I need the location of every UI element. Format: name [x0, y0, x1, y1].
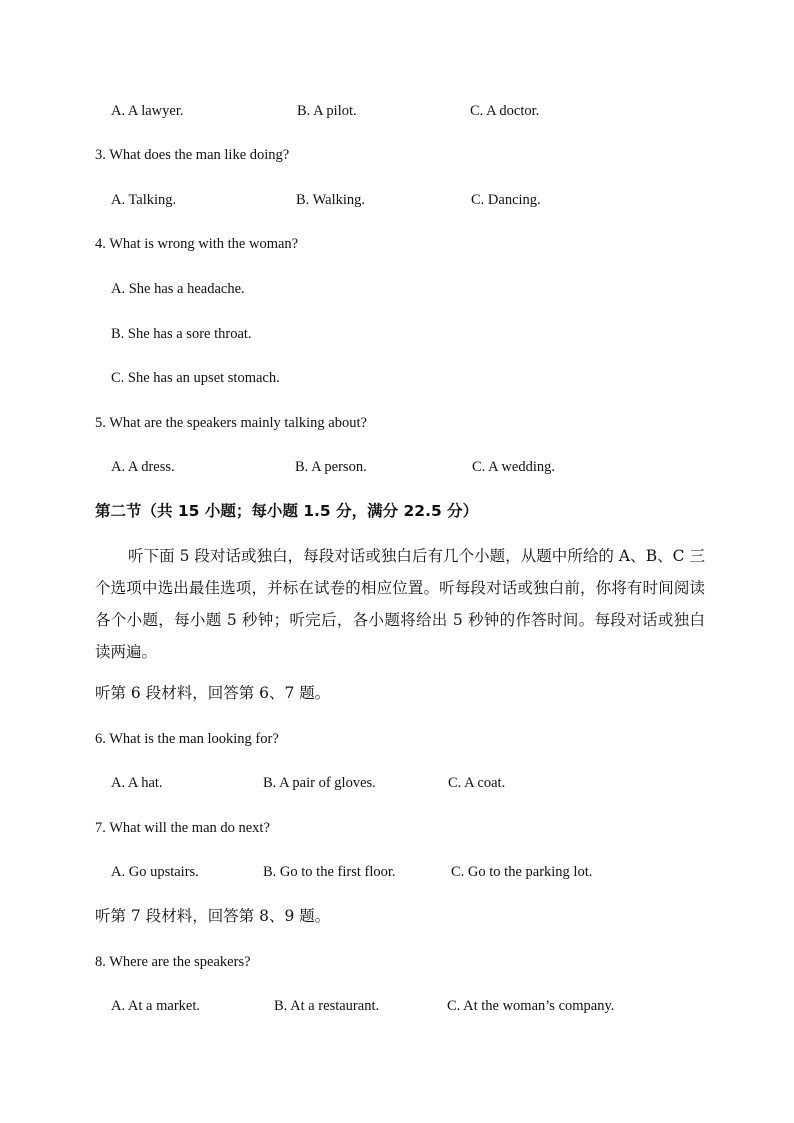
- q5-option-a: A. A dress.: [111, 459, 175, 475]
- q4-stem: 4. What is wrong with the woman?: [95, 236, 299, 252]
- q8-stem: 8. Where are the speakers?: [95, 954, 251, 970]
- q2-option-c: C. A doctor.: [470, 103, 540, 119]
- q8-option-c: C. At the woman’s company.: [447, 998, 615, 1014]
- material-7-label: 听第 7 段材料，回答第 8、9 题。: [95, 907, 331, 925]
- q3-option-b: B. Walking.: [296, 192, 366, 208]
- q6-option-c: C. A coat.: [448, 775, 506, 791]
- q7-option-a: A. Go upstairs.: [111, 864, 199, 880]
- section-instructions: 听下面 5 段对话或独白，每段对话或独白后有几个小题，从题中所给的 A、B、C 三个选项中选出最佳选项，并标在试卷的相应位置。听每段对话或独白前，你将有时间阅读各个小题，每小题 5 秒钟；听完后，各小题将给出 5 秒钟的作答时间。每段对话或独白读两遍。: [95, 547, 705, 661]
- q2-option-a: A. A lawyer.: [111, 103, 184, 119]
- q3-option-c: C. Dancing.: [471, 192, 541, 208]
- q8-option-a: A. At a market.: [111, 998, 200, 1014]
- q6-option-a: A. A hat.: [111, 775, 163, 791]
- material-6-label: 听第 6 段材料，回答第 6、7 题。: [95, 684, 331, 702]
- q6-stem: 6. What is the man looking for?: [95, 731, 279, 747]
- q4-option-b: B. She has a sore throat.: [111, 326, 252, 342]
- q8-option-b: B. At a restaurant.: [274, 998, 380, 1014]
- q5-option-c: C. A wedding.: [472, 459, 555, 475]
- q7-option-b: B. Go to the first floor.: [263, 864, 396, 880]
- q7-option-c: C. Go to the parking lot.: [451, 864, 593, 880]
- q3-option-a: A. Talking.: [111, 192, 177, 208]
- section-heading: 第二节（共 15 小题；每小题 1.5 分，满分 22.5 分）: [95, 502, 479, 520]
- q4-option-c: C. She has an upset stomach.: [111, 370, 280, 386]
- q6-option-b: B. A pair of gloves.: [263, 775, 376, 791]
- q5-option-b: B. A person.: [295, 459, 367, 475]
- q3-stem: 3. What does the man like doing?: [95, 147, 290, 163]
- q5-stem: 5. What are the speakers mainly talking about?: [95, 415, 367, 431]
- q4-option-a: A. She has a headache.: [111, 281, 245, 297]
- q2-option-b: B. A pilot.: [297, 103, 357, 119]
- q7-stem: 7. What will the man do next?: [95, 820, 270, 836]
